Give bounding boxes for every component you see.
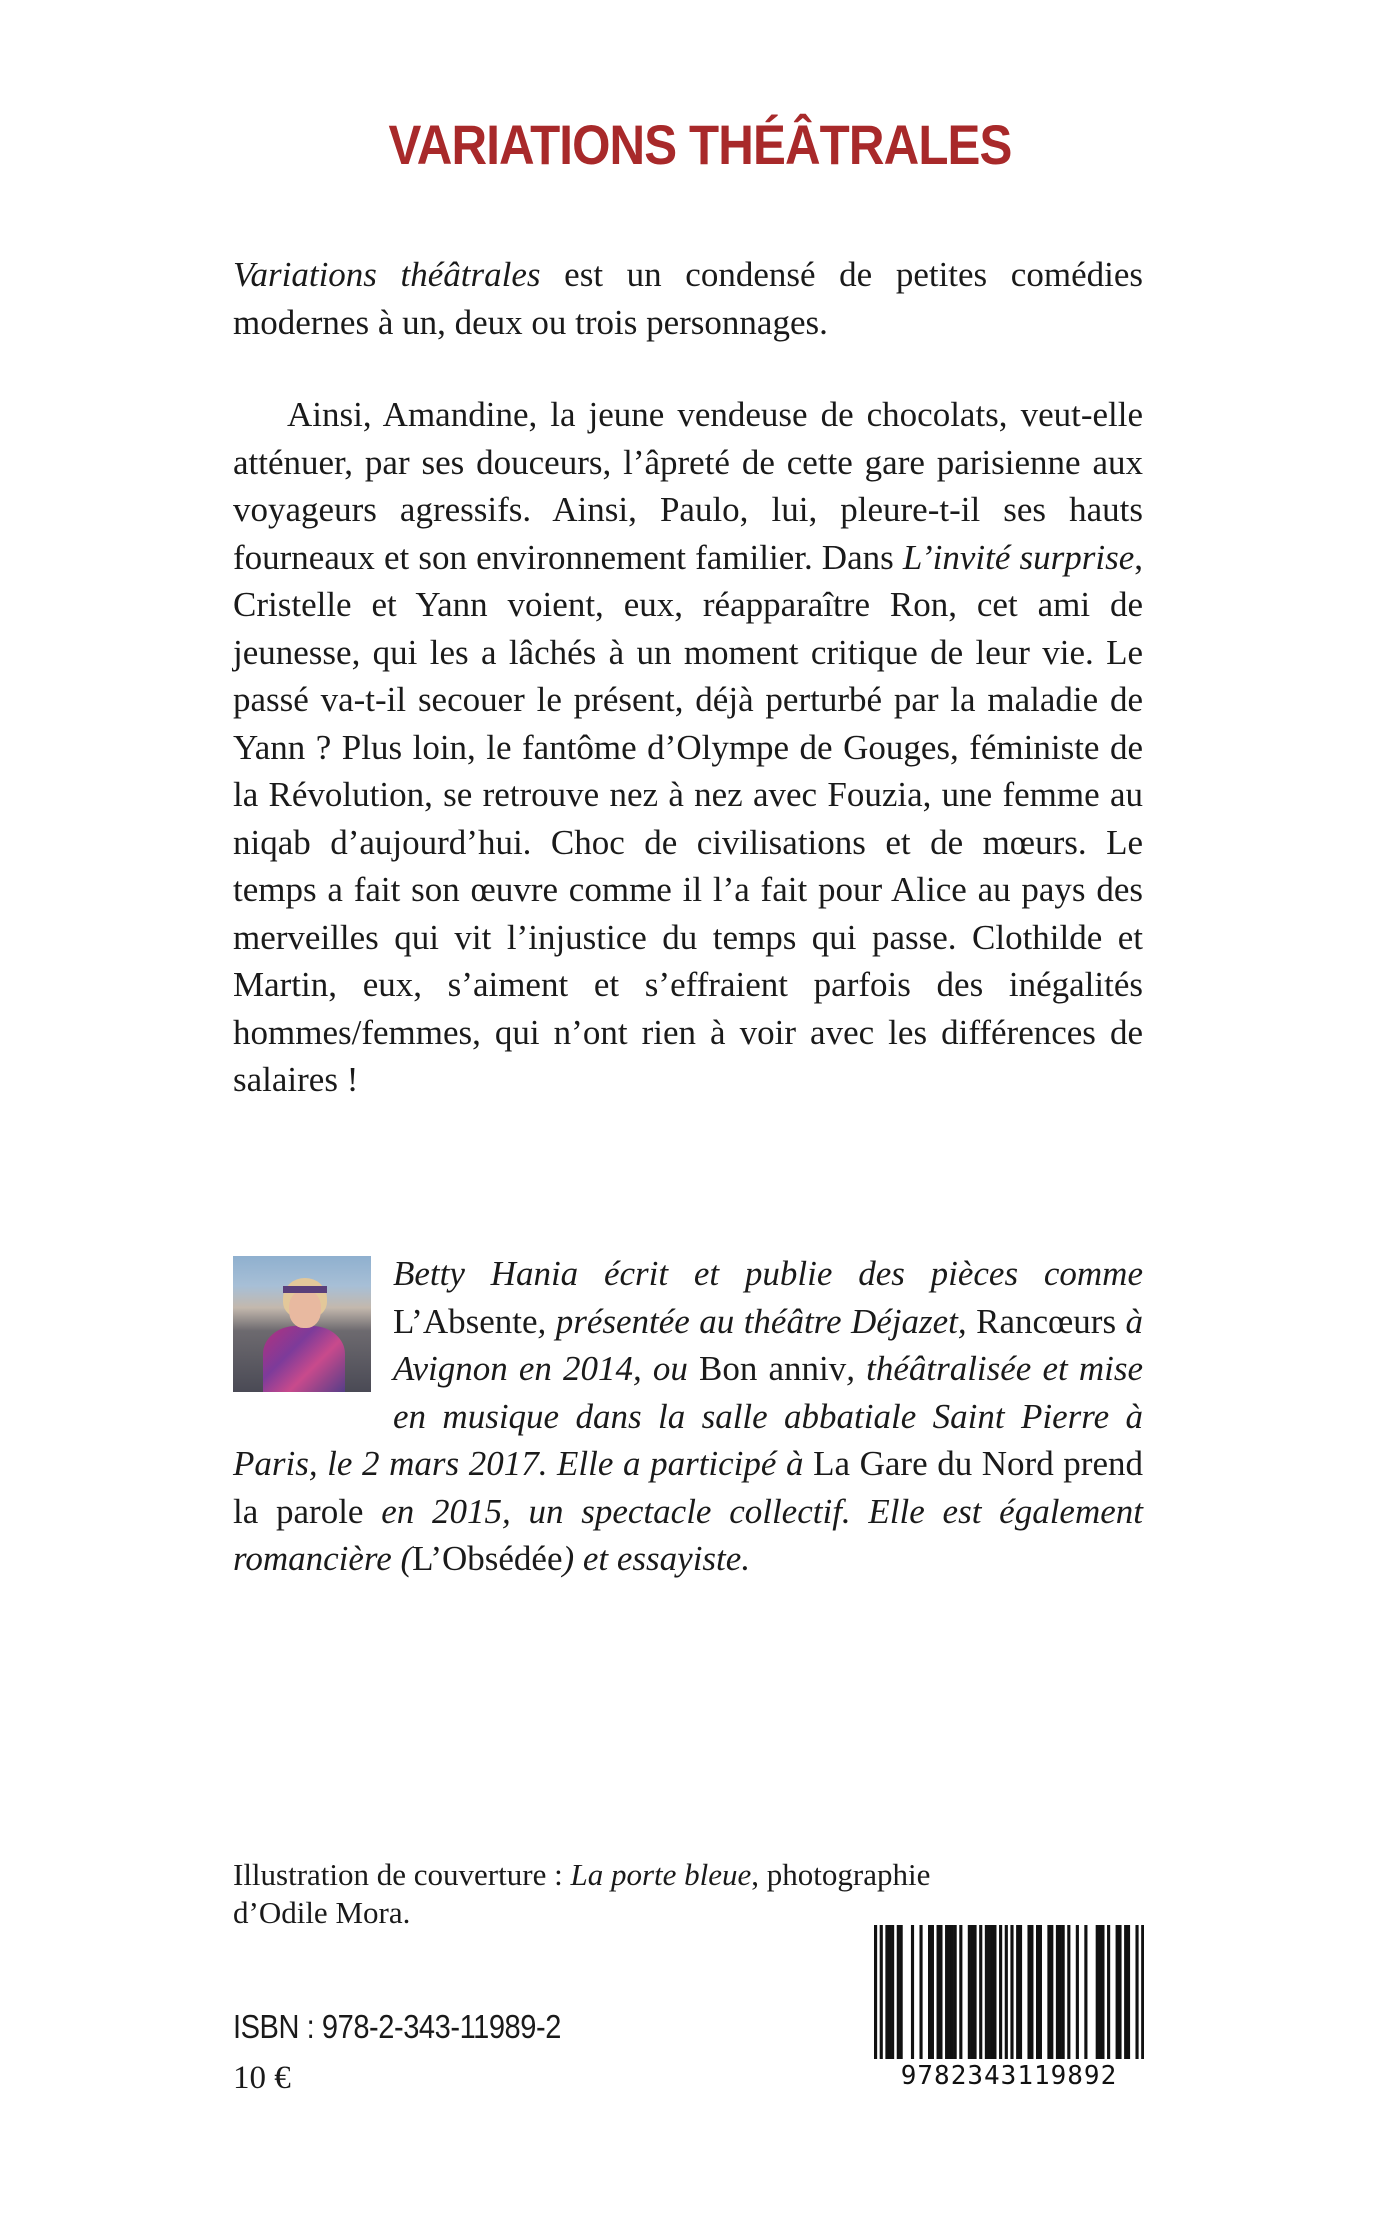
bio-text-5: en 2015, un spectacle collectif. Elle est également romancière ( — [233, 1491, 1143, 1578]
barcode-bars — [874, 1925, 1144, 2061]
barcode-bar — [985, 1925, 988, 2059]
barcode-bar — [1056, 1925, 1059, 2059]
barcode-bar — [1084, 1925, 1087, 2059]
barcode-bar — [1059, 1925, 1062, 2059]
summary-text-2: , Cristelle et Yann voient, eux, réapparaître Ron, cet ami de jeunesse, qui les a lâchés à un moment critique de leur vie. Le passé va-t-il secouer le présent, déjà perturbé par la maladie de Yann ? Plus loin, le fantôme d’Olympe de Gouges, féministe de la Révolution, se retrouve nez à nez avec Fouzia, une femme au niqab d’aujourd’hui. Choc de civilisations et de mœurs. Le temps a fait son œuvre comme il l’a fait pour Alice au pays des merveilles qui vit l’injustice du temps qui passe. Clothilde et Martin, eux, s’aiment et s’effraient parfois des inégalités hommes/femmes, qui n’ont rien à voir avec les différences de salaires ! — [233, 537, 1144, 1099]
barcode-bar — [1010, 1925, 1013, 2059]
bio-text-1: Betty Hania écrit et publie des pièces comme — [393, 1254, 1143, 1293]
credit-suffix: , photographie d’Odile Mora. — [233, 1857, 931, 1930]
barcode-bar — [897, 1925, 900, 2059]
barcode-bar — [919, 1925, 922, 2059]
barcode-bar — [1005, 1925, 1008, 2059]
bio-work-4: La Gare du Nord prend la parole — [233, 1444, 1143, 1531]
barcode-bar — [891, 1925, 894, 2059]
barcode-bar — [885, 1925, 888, 2059]
barcode-bar — [911, 1925, 914, 2059]
summary-text-1: Ainsi, Amandine, la jeune vendeuse de chocolats, veut-elle atténuer, par ses douceurs, l’âpreté de cette gare parisienne aux voyageurs agressifs. Ainsi, Paulo, lui, pleure-t-il ses hauts fourneaux et son environnement familier. Dans — [233, 395, 1143, 577]
price: 10 € — [233, 2060, 291, 2096]
author-bio — [233, 1250, 1143, 1583]
barcode-bar — [1036, 1925, 1039, 2059]
barcode-digits: 9782343119892 — [900, 2061, 1118, 2091]
barcode-bar — [1099, 1925, 1102, 2059]
barcode-bar — [1096, 1925, 1099, 2059]
barcode-bar — [979, 1925, 982, 2059]
barcode-bar — [1101, 1925, 1104, 2059]
barcode-bar — [1135, 1925, 1138, 2059]
cover-credit — [233, 1856, 993, 1932]
barcode-bar — [968, 1925, 971, 2059]
barcode-bar — [1124, 1925, 1127, 2059]
bio-work-3: Bon anniv — [698, 1349, 847, 1388]
barcode-bar — [874, 1925, 877, 2059]
barcode-bar — [1118, 1925, 1121, 2059]
summary-paragraph — [233, 391, 1143, 1104]
credit-prefix: Illustration de couverture : — [233, 1857, 571, 1892]
barcode-bar — [973, 1925, 976, 2059]
barcode-bar — [900, 1925, 903, 2059]
bio-work-2: Rancœurs — [976, 1301, 1117, 1341]
barcode-bar — [1067, 1925, 1070, 2059]
barcode-bar — [991, 1925, 994, 2059]
barcode-bar — [1062, 1925, 1065, 2059]
barcode-bar — [1116, 1925, 1119, 2059]
barcode-bar — [939, 1925, 942, 2059]
bio-text-4: , théâtralisée et mise en musique dans la salle abbatiale Saint Pierre à Paris, le 2 mars 2017. Elle a participé à — [233, 1349, 1143, 1483]
barcode-bar — [971, 1925, 974, 2059]
barcode-bar — [1141, 1925, 1144, 2059]
barcode-bar — [880, 1925, 883, 2059]
barcode — [874, 1925, 1144, 2090]
barcode-bar — [1050, 1925, 1053, 2059]
barcode-bar — [937, 1925, 940, 2059]
intro-title-italic: Variations théâtrales — [233, 255, 541, 294]
bio-text-2: , présentée au théâtre Déjazet, — [537, 1301, 977, 1341]
author-photo — [233, 1256, 371, 1392]
barcode-bar — [928, 1925, 931, 2059]
barcode-bar — [1107, 1925, 1110, 2059]
barcode-bar — [951, 1925, 954, 2059]
bio-text-3: à Avignon en 2014, ou — [393, 1301, 1144, 1388]
barcode-bar — [1127, 1925, 1130, 2059]
barcode-bar — [888, 1925, 891, 2059]
barcode-bar — [993, 1925, 996, 2059]
barcode-bar — [931, 1925, 934, 2059]
barcode-bar — [945, 1925, 948, 2059]
bio-work-1: L’Absente — [393, 1301, 538, 1341]
barcode-bar — [1039, 1925, 1042, 2059]
barcode-bar — [959, 1925, 962, 2059]
barcode-bar — [999, 1925, 1002, 2059]
credit-work: La porte bleue — [570, 1857, 752, 1892]
barcode-bar — [1016, 1925, 1019, 2059]
barcode-bar — [1047, 1925, 1050, 2059]
book-title: VARIATIONS THÉÂTRALES — [388, 113, 1012, 176]
barcode-bar — [1030, 1925, 1033, 2059]
bio-work-5: L’Obsédée — [412, 1539, 563, 1578]
intro-text: est un condensé de petites comédies modernes à un, deux ou trois personnages. — [233, 255, 1143, 342]
barcode-bar — [1019, 1925, 1022, 2059]
barcode-bar — [948, 1925, 951, 2059]
barcode-bar — [1076, 1925, 1079, 2059]
barcode-bar — [954, 1925, 957, 2059]
summary-play-title: L’invité surprise — [902, 537, 1135, 577]
intro-paragraph — [233, 251, 1143, 346]
isbn: ISBN : 978-2-343-11989-2 — [233, 2008, 561, 2045]
barcode-bar — [988, 1925, 991, 2059]
barcode-bar — [1027, 1925, 1030, 2059]
bio-text-6: ) et essayiste. — [562, 1539, 751, 1578]
